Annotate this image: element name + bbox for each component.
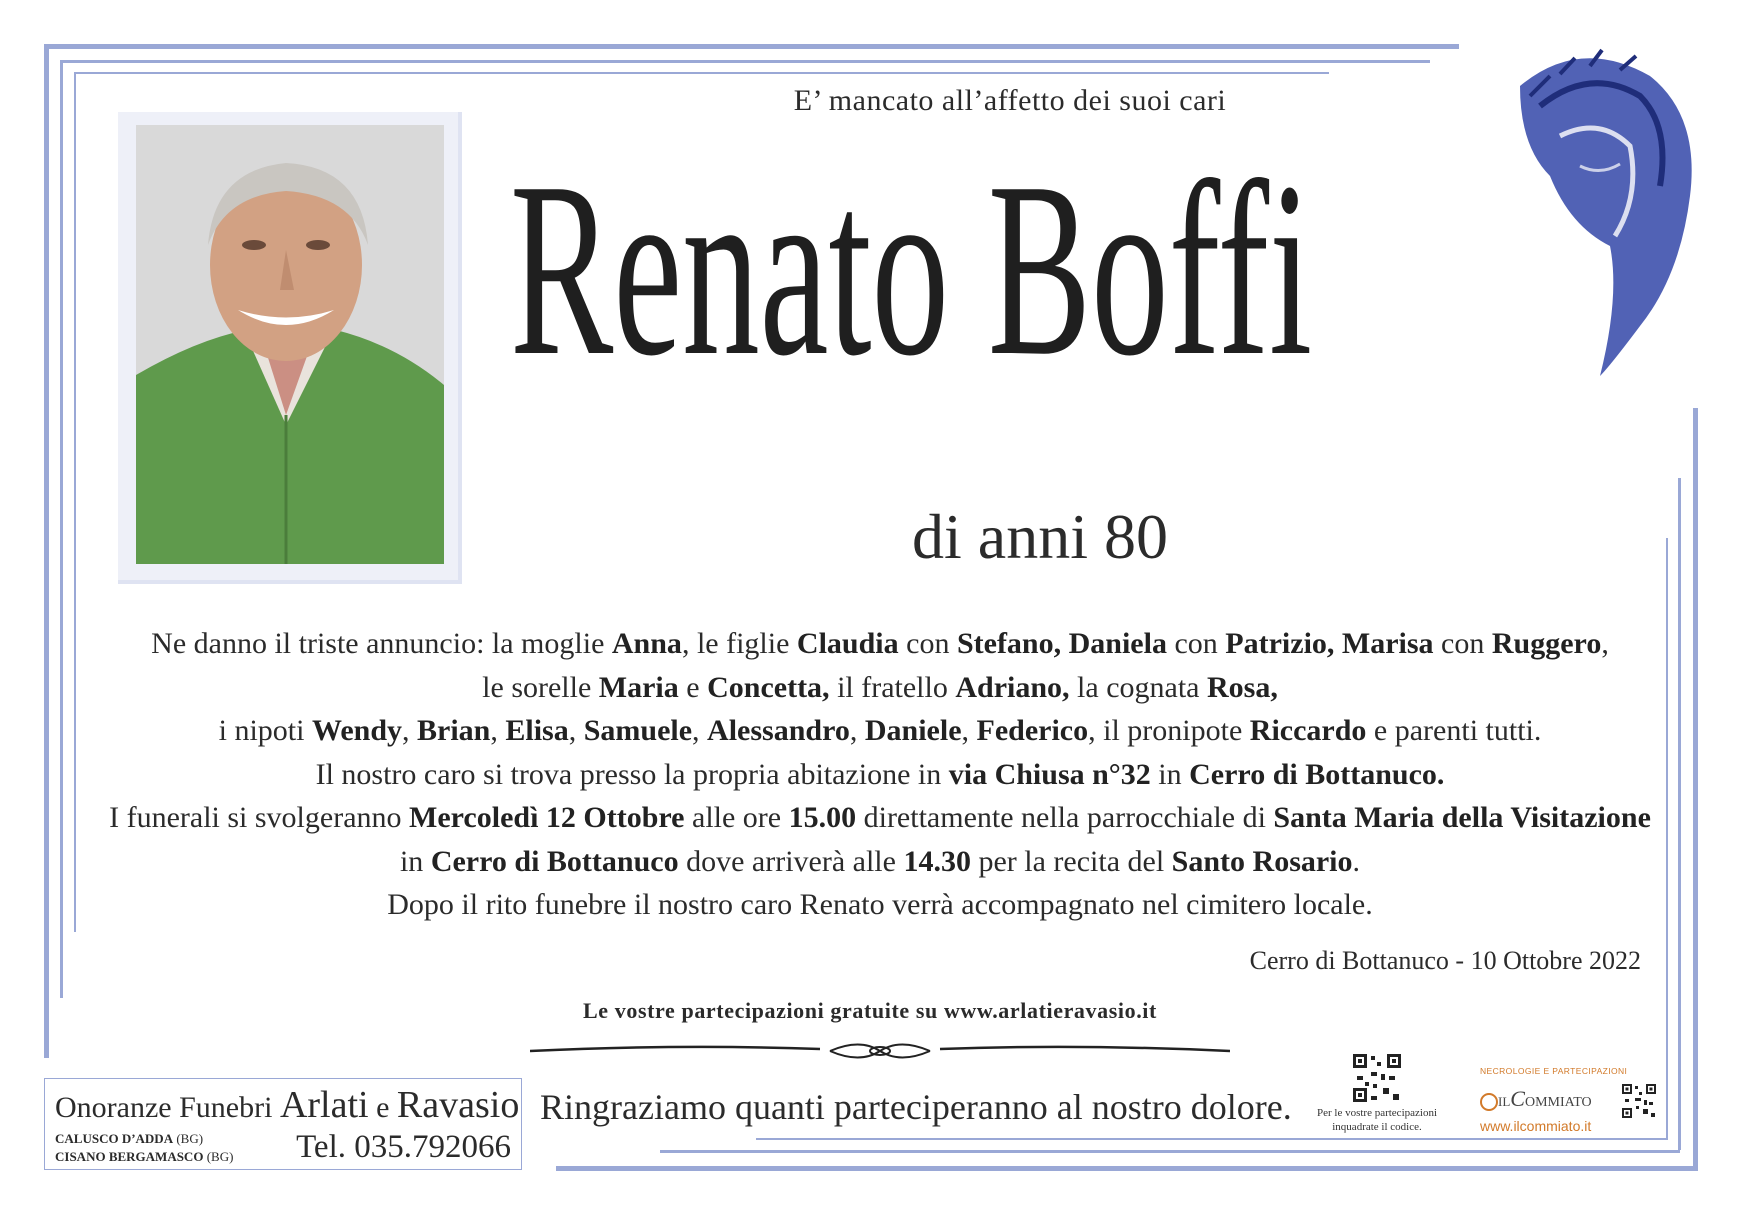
frame-top-line-1 bbox=[44, 44, 1459, 49]
announcement-run: , bbox=[490, 714, 506, 747]
ilcommiato-logo-c: C bbox=[1510, 1086, 1525, 1111]
qr-code-icon[interactable] bbox=[1353, 1054, 1401, 1102]
frame-bottom-line-3 bbox=[756, 1138, 1668, 1140]
announcement-run: Il nostro caro si trova presso la propria abitazione in bbox=[315, 757, 949, 791]
announcement-run: . bbox=[1352, 844, 1361, 878]
ilcommiato-qr-icon[interactable] bbox=[1622, 1084, 1656, 1118]
announcement-run: , bbox=[568, 714, 584, 747]
announcement-run: , bbox=[849, 714, 865, 747]
announcement-run: in bbox=[1150, 757, 1190, 791]
announcement-run: con bbox=[1433, 627, 1492, 660]
ornament-divider bbox=[530, 1036, 1230, 1066]
announcement-run: dove arriverà alle bbox=[678, 844, 904, 878]
announcement-run: e parenti tutti. bbox=[1366, 714, 1542, 747]
announcement-line bbox=[60, 709, 1700, 753]
intro-text: E’ mancato all’affetto dei suoi cari bbox=[793, 84, 1227, 117]
company-location-1 bbox=[55, 1131, 203, 1147]
location-2-province: (BG) bbox=[203, 1149, 234, 1164]
company-prefix: Onoranze Funebri bbox=[55, 1091, 280, 1124]
announcement-bold-run: Mercoledì 12 Ottobre bbox=[409, 801, 685, 834]
announcement-bold-run: 15.00 bbox=[788, 801, 857, 834]
ilcommiato-url[interactable]: www.ilcommiato.it bbox=[1480, 1118, 1592, 1134]
location-1-name: CALUSCO D’ADDA bbox=[55, 1131, 174, 1146]
frame-left-line-1 bbox=[44, 44, 49, 1058]
ilcommiato-logo[interactable] bbox=[1480, 1086, 1592, 1112]
announcement-run: la cognata bbox=[1069, 670, 1207, 704]
announcement-line bbox=[60, 622, 1700, 666]
place-date: Cerro di Bottanuco - 10 Ottobre 2022 bbox=[1249, 946, 1641, 975]
announcement-run: , bbox=[692, 714, 708, 747]
announcement-run: e bbox=[678, 670, 708, 704]
location-2-name: CISANO BERGAMASCO bbox=[55, 1149, 204, 1164]
qr-caption bbox=[1292, 1106, 1462, 1134]
announcement-line bbox=[60, 883, 1700, 927]
deceased-name: Renato Boffi bbox=[510, 131, 1313, 408]
announcement-run: , bbox=[961, 714, 977, 747]
ilcommiato-logo-il: IL bbox=[1498, 1094, 1511, 1109]
announcement-bold-run: Cerro di Bottanuco. bbox=[1189, 757, 1445, 791]
thanks-text: Ringraziamo quanti parteciperanno al nostro dolore. bbox=[540, 1087, 1292, 1127]
announcement-run: Ne danno il triste annuncio: la moglie bbox=[151, 627, 612, 660]
announcement-run: alle ore bbox=[684, 801, 789, 834]
announcement-bold-run: Anna bbox=[611, 627, 682, 660]
frame-bottom-line-1 bbox=[556, 1166, 1698, 1171]
qr-caption-line-1: Per le vostre partecipazioni bbox=[1316, 1107, 1438, 1119]
announcement-run: I funerali si svolgeranno bbox=[109, 801, 410, 834]
christ-face-image bbox=[1490, 46, 1710, 381]
age-label: di anni 80 bbox=[912, 501, 1168, 572]
announcement-bold-run: Federico bbox=[976, 714, 1089, 747]
announcement-run: in bbox=[399, 844, 431, 878]
announcement-bold-run: Adriano, bbox=[955, 670, 1070, 704]
announcement-bold-run: 14.30 bbox=[903, 844, 971, 878]
announcement-bold-run: via Chiusa n°32 bbox=[948, 757, 1151, 791]
announcement-body bbox=[60, 622, 1700, 927]
announcement-run: , il pronipote bbox=[1088, 714, 1250, 747]
frame-top-line-3 bbox=[74, 72, 1329, 74]
announcement-line bbox=[60, 840, 1700, 884]
announcement-run: le sorelle bbox=[482, 670, 599, 704]
announcement-bold-run: Wendy bbox=[311, 714, 402, 747]
announcement-run: , le figlie bbox=[681, 627, 797, 660]
announcement-bold-run: Claudia bbox=[796, 627, 899, 660]
company-name-part2: Ravasio bbox=[396, 1084, 520, 1126]
announcement-run: , bbox=[1601, 627, 1609, 660]
announcement-run: con bbox=[898, 627, 957, 660]
announcement-bold-run: Maria bbox=[598, 670, 679, 704]
announcement-run: il fratello bbox=[829, 670, 956, 704]
announcement-run: , bbox=[402, 714, 417, 747]
announcement-run: Dopo il rito funebre il nostro caro Renato verrà accompagnato nel cimitero locale. bbox=[387, 888, 1373, 921]
announcement-line bbox=[60, 796, 1700, 840]
announcement-bold-run: Daniele bbox=[864, 714, 962, 747]
announcement-line bbox=[60, 666, 1700, 710]
frame-bottom-line-2 bbox=[660, 1150, 1680, 1153]
announcement-run: i nipoti bbox=[218, 714, 312, 747]
announcement-run: con bbox=[1166, 627, 1226, 660]
participation-qr-block bbox=[1292, 1054, 1462, 1134]
company-phone: Tel. 035.792066 bbox=[296, 1129, 511, 1165]
company-name bbox=[55, 1083, 519, 1127]
announcement-bold-run: Rosa, bbox=[1206, 670, 1278, 704]
company-name-conj: e bbox=[368, 1091, 397, 1124]
announcement-bold-run: Santo Rosario bbox=[1171, 844, 1353, 878]
announcement-bold-run: Concetta, bbox=[707, 670, 830, 704]
announcement-bold-run: Ruggero bbox=[1491, 627, 1602, 660]
announcement-bold-run: Cerro di Bottanuco bbox=[430, 844, 679, 878]
company-name-part1: Arlati bbox=[279, 1084, 369, 1126]
location-1-province: (BG) bbox=[173, 1131, 204, 1146]
announcement-bold-run: Elisa bbox=[505, 714, 569, 747]
announcement-bold-run: Patrizio, Marisa bbox=[1225, 627, 1434, 660]
announcement-bold-run: Samuele bbox=[583, 714, 693, 747]
announcement-bold-run: Santa Maria della Visitazione bbox=[1273, 801, 1651, 834]
ilcommiato-logo-icon bbox=[1480, 1093, 1498, 1111]
announcement-run: per la recita del bbox=[970, 844, 1172, 878]
announcement-run: direttamente nella parrocchiale di bbox=[856, 801, 1274, 834]
deceased-portrait-photo bbox=[136, 125, 444, 564]
qr-caption-line-2: inquadrate il codice. bbox=[1332, 1121, 1422, 1133]
company-location-2 bbox=[55, 1149, 233, 1165]
ilcommiato-logo-rest: OMMIATO bbox=[1524, 1095, 1592, 1110]
announcement-bold-run: Riccardo bbox=[1249, 714, 1367, 747]
announcement-bold-run: Alessandro bbox=[707, 714, 850, 747]
web-participation-notice: Le vostre partecipazioni gratuite su www.arlatieravasio.it bbox=[583, 998, 1157, 1023]
announcement-bold-run: Brian bbox=[417, 714, 491, 747]
announcement-line bbox=[60, 753, 1700, 797]
funeral-company-box bbox=[44, 1078, 522, 1170]
ilcommiato-block bbox=[1480, 1066, 1670, 1134]
ilcommiato-top-label: NECROLOGIE E PARTECIPAZIONI bbox=[1480, 1066, 1628, 1076]
frame-top-line-2 bbox=[60, 60, 1430, 63]
announcement-bold-run: Stefano, Daniela bbox=[956, 627, 1167, 660]
